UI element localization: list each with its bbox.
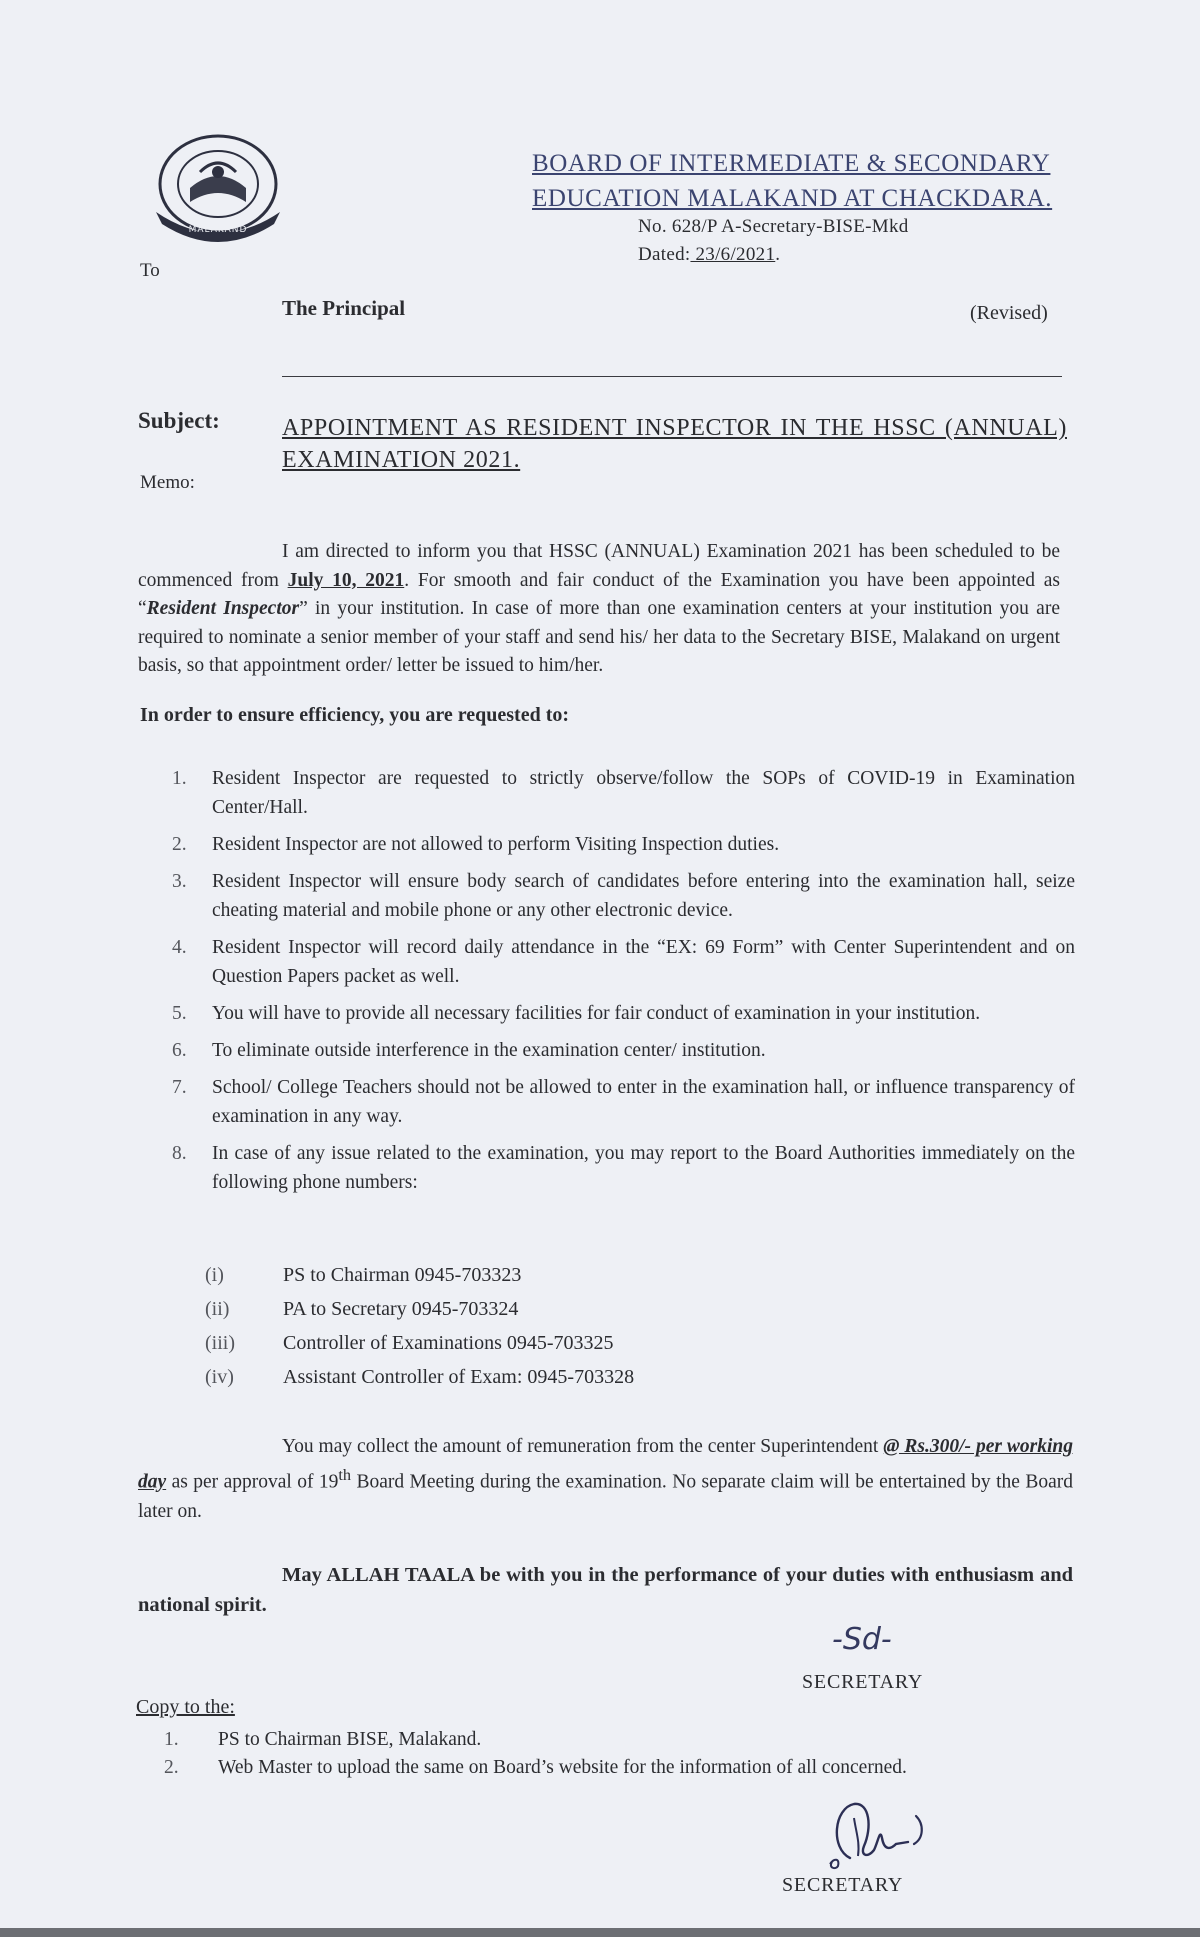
contact-number: (iii) (205, 1332, 235, 1354)
copy-to-list (160, 1726, 907, 1782)
instruction-number: 6. (172, 1040, 187, 1061)
contact-text: Controller of Examinations 0945-703325 (283, 1332, 614, 1354)
instructions-list (170, 764, 1075, 1205)
memo-label: Memo: (140, 472, 195, 493)
instruction-item (170, 867, 1075, 925)
handwritten-signature (820, 1798, 930, 1870)
instruction-text: You will have to provide all necessary facilities for fair conduct of examination in your institution. (212, 1003, 981, 1024)
role-name: Resident Inspector (146, 598, 300, 619)
closing-blessing (138, 1560, 1073, 1620)
instruction-text: To eliminate outside interference in the examination center/ institution. (212, 1040, 766, 1061)
subject-label: Subject: (138, 408, 220, 433)
instructions-lead: In order to ensure efficiency, you are requested to: (140, 704, 570, 726)
remuneration-text-3: Board Meeting during the examination. No separate claim will be entertained by the Board later on. (138, 1471, 1073, 1522)
contact-text: Assistant Controller of Exam: 0945-703328 (283, 1366, 635, 1388)
contact-item (205, 1258, 634, 1292)
copy-number: 2. (164, 1757, 179, 1778)
remuneration-text-1: You may collect the amount of remuneration from the center Superintendent (282, 1436, 884, 1457)
instruction-item (170, 1139, 1075, 1197)
copy-to-label: Copy to the: (136, 1696, 235, 1718)
body-paragraph (138, 538, 1060, 681)
subject-text: APPOINTMENT AS RESIDENT INSPECTOR IN THE HSSC (ANNUAL) EXAMINATION 2021. (282, 415, 1067, 473)
svg-text:MALAKAND: MALAKAND (188, 225, 248, 235)
dated-value: 23/6/2021 (690, 244, 776, 265)
date-line (638, 241, 909, 269)
dated-label: Dated: (638, 244, 691, 265)
instruction-item (170, 1073, 1075, 1131)
instruction-number: 2. (172, 834, 187, 855)
contact-item (205, 1360, 634, 1394)
to-label: To (140, 260, 160, 281)
instruction-text: Resident Inspector are requested to strictly observe/follow the SOPs of COVID-19 in Examination Center/Hall. (212, 768, 1075, 818)
instruction-item (170, 1036, 1075, 1065)
ordinal-suffix: th (338, 1466, 352, 1484)
contact-text: PS to Chairman 0945-703323 (283, 1264, 522, 1286)
board-seal-logo (150, 128, 288, 244)
contact-item (205, 1292, 634, 1326)
instruction-number: 3. (172, 871, 187, 892)
dated-suffix: . (775, 244, 781, 265)
contact-number: (ii) (205, 1298, 230, 1320)
instruction-text: Resident Inspector are not allowed to perform Visiting Inspection duties. (212, 834, 780, 855)
instruction-number: 5. (172, 1003, 187, 1024)
sd-mark: -Sd- (832, 1622, 892, 1657)
copy-text: Web Master to upload the same on Board’s website for the information of all concerned. (218, 1757, 907, 1778)
instruction-item (170, 764, 1075, 822)
instruction-text: Resident Inspector will record daily attendance in the “EX: 69 Form” with Center Superintendent and on Question Papers packet as well. (212, 937, 1075, 987)
signatory-title: SECRETARY (782, 1874, 904, 1896)
reference-block (638, 213, 909, 269)
remuneration-text-2: as per approval of 19 (166, 1471, 339, 1493)
address-rule (282, 376, 1062, 377)
instruction-item (170, 933, 1075, 991)
reference-number: No. 628/P A-Secretary-BISE-Mkd (638, 216, 909, 237)
contact-number: (iv) (205, 1366, 234, 1388)
instruction-number: 7. (172, 1077, 187, 1098)
instruction-number: 4. (172, 937, 187, 958)
secretary-title: SECRETARY (802, 1671, 924, 1693)
commencement-date: July 10, 2021 (287, 569, 405, 591)
instruction-text: In case of any issue related to the examination, you may report to the Board Authorities immediately on the following phone numbers: (212, 1143, 1075, 1193)
contact-text: PA to Secretary 0945-703324 (283, 1298, 519, 1320)
board-name-line2: EDUCATION MALAKAND AT CHACKDARA. (532, 185, 1053, 212)
contact-number: (i) (205, 1264, 224, 1286)
board-name (532, 146, 1052, 216)
copy-item (160, 1726, 907, 1754)
copy-item (160, 1754, 907, 1782)
body-text-3: ” in your institution. In case of more than one examination centers at your institution you are required to nominate a senior member of your staff and send his/ her data to the Secretary BISE, Malakand on urgent basis, so that appointment order/ letter be issued to him/her. (138, 598, 1060, 676)
instruction-text: School/ College Teachers should not be allowed to enter in the examination hall, or influence transparency of examination in any way. (212, 1077, 1075, 1127)
copy-number: 1. (164, 1729, 179, 1750)
instruction-number: 1. (172, 768, 187, 789)
board-name-line1: BOARD OF INTERMEDIATE & SECONDARY (532, 150, 1051, 177)
body-text-1: I am directed to inform you that HSSC (ANNUAL) Examination 2021 has been scheduled to be commenced from (138, 541, 1060, 591)
instruction-text: Resident Inspector will ensure body search of candidates before entering into the examination hall, seize cheating material and mobile phone or any other electronic device. (212, 871, 1075, 921)
remuneration-rate: @ Rs.300/- per working day (138, 1436, 1073, 1493)
instruction-number: 8. (172, 1143, 187, 1164)
contact-list (205, 1258, 634, 1394)
instruction-item (170, 830, 1075, 859)
revised-tag: (Revised) (970, 302, 1048, 324)
copy-text: PS to Chairman BISE, Malakand. (218, 1729, 482, 1750)
instruction-item (170, 999, 1075, 1028)
contact-item (205, 1326, 634, 1360)
remuneration-paragraph (138, 1432, 1073, 1526)
addressee: The Principal (282, 296, 406, 320)
blessing-text: May ALLAH TAALA be with you in the performance of your duties with enthusiasm and national spirit. (138, 1564, 1073, 1616)
body-text-2: . For smooth and fair conduct of the Examination you have been appointed as “ (138, 569, 1060, 619)
